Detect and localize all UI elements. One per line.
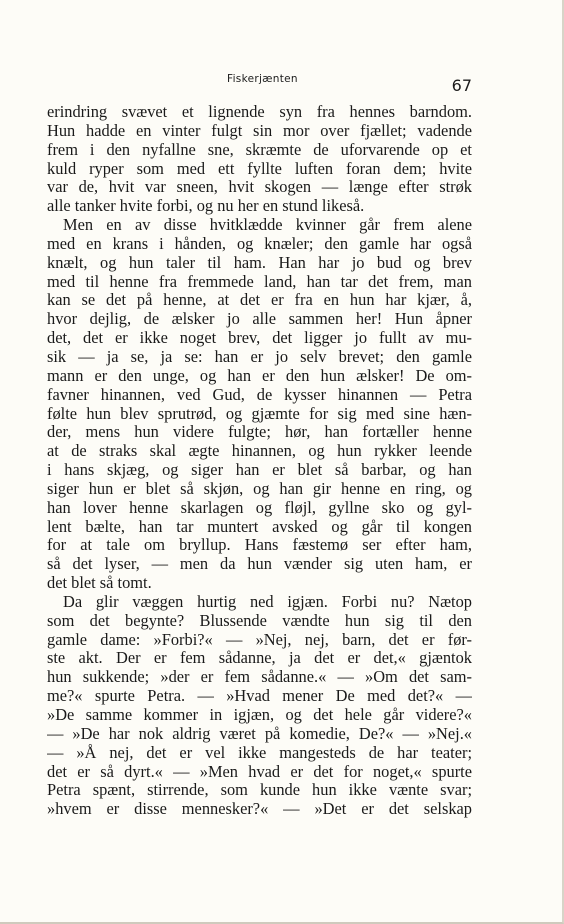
text-line: med til henne fra fremmede land, han tar det frem, man (47, 272, 472, 291)
text-line: det, det er ikke noget brev, det ligger jo fullt av mu- (47, 329, 472, 348)
text-line: hun sukkende; »der er fem sådanne.« — »Om det sam- (47, 668, 472, 687)
text-line: »De samme kommer in igjæn, og det hele går videre?« (47, 706, 472, 724)
text-line: med en krans i hånden, og knæler; den gamle har også (47, 234, 472, 253)
text-line: me?« spurte Petra. — »Hvad mener De med det?« — (47, 687, 472, 706)
text-line: mann er den unge, og han er den hun ælsker! De om- (47, 366, 472, 385)
text-line: der, mens hun videre fulgte; hør, han fortæller henne (47, 423, 472, 442)
text-line: at de straks skal ægte hinannen, og hun rykker leende (47, 442, 472, 461)
paragraph-start-line: Da glir væggen hurtig ned igjæn. Forbi nu? Nætop (63, 592, 472, 611)
text-line: kuld ryper som med ett fyllte luften foran dem; hvite (47, 159, 472, 178)
text-line: kan se det på henne, at det er fra en hun har kjær, å, (47, 291, 472, 310)
text-line: følte hun blev sprutrød, og gjæmte for sig med sine hæn- (47, 404, 472, 423)
text-line: Hun hadde en vinter fulgt sin mor over fjællet; vadende (47, 121, 472, 140)
text-line: ste akt. Der er fem sådanne, ja det er det,« gjæntok (47, 649, 472, 668)
text-line: »hvem er disse mennesker?« — »Det er det selskap (47, 800, 472, 819)
text-line: favner hinannen, ved Gud, de kysser hinannen — Petra (47, 385, 472, 404)
text-line: for at tale om bryllup. Hans fæstemø ser efter ham, (47, 536, 472, 555)
page-header (47, 72, 472, 98)
text-line: alle tanker hvite forbi, og nu her en stund likeså. (47, 197, 365, 216)
running-title: Fiskerjænten (227, 73, 298, 85)
text-line: siger hun er blet så skjøn, og han gir henne en ring, og (47, 479, 472, 498)
text-line: knælt, og hun taler til ham. Han har jo bud og brev (47, 253, 472, 272)
text-line: i hans skjæg, og siger han er blet så barbar, og han (47, 461, 472, 480)
text-line: var de, hvit var sneen, hvit skogen — længe efter strøk (47, 178, 472, 197)
text-line: — »De har nok aldrig været på komedie, De?« — »Nej.« (47, 724, 472, 743)
text-line: gamle dame: »Forbi?« — »Nej, nej, barn, det er før- (47, 630, 472, 649)
paragraph-start-line: Men en av disse hvitklædde kvinner går frem alene (63, 216, 472, 235)
text-line: som det begynte? Blussende vændte hun sig til den (47, 611, 472, 630)
body-text (47, 103, 472, 819)
text-line: det er så dyrt.« — »Men hvad er det for noget,« spurte (47, 762, 472, 781)
text-line: sik — ja se, ja se: han er jo selv brevet; den gamle (47, 347, 472, 366)
text-line: det blet så tomt. (47, 574, 152, 593)
text-line: han lover henne skarlagen og fløjl, gyllne sko og gyl- (47, 498, 472, 517)
page-number: 67 (451, 76, 472, 95)
text-line: hvor dejlig, de ælsker jo alle sammen her! Hun åpner (47, 310, 472, 329)
text-line: erindring svævet et lignende syn fra hennes barndom. (47, 103, 472, 121)
text-line: Petra spænt, stirrende, som kunde hun ikke vænte svar; (47, 781, 472, 800)
text-line: frem i den nyfallne sne, skræmte de uforvarende op et (47, 140, 472, 159)
text-line: lent bælte, han tar muntert avsked og går til kongen (47, 517, 472, 536)
text-line: — »Å nej, det er vel ikke mangesteds de har teater; (47, 743, 472, 762)
text-line: så det lyser, — men da hun vænder sig uten ham, er (47, 555, 472, 574)
